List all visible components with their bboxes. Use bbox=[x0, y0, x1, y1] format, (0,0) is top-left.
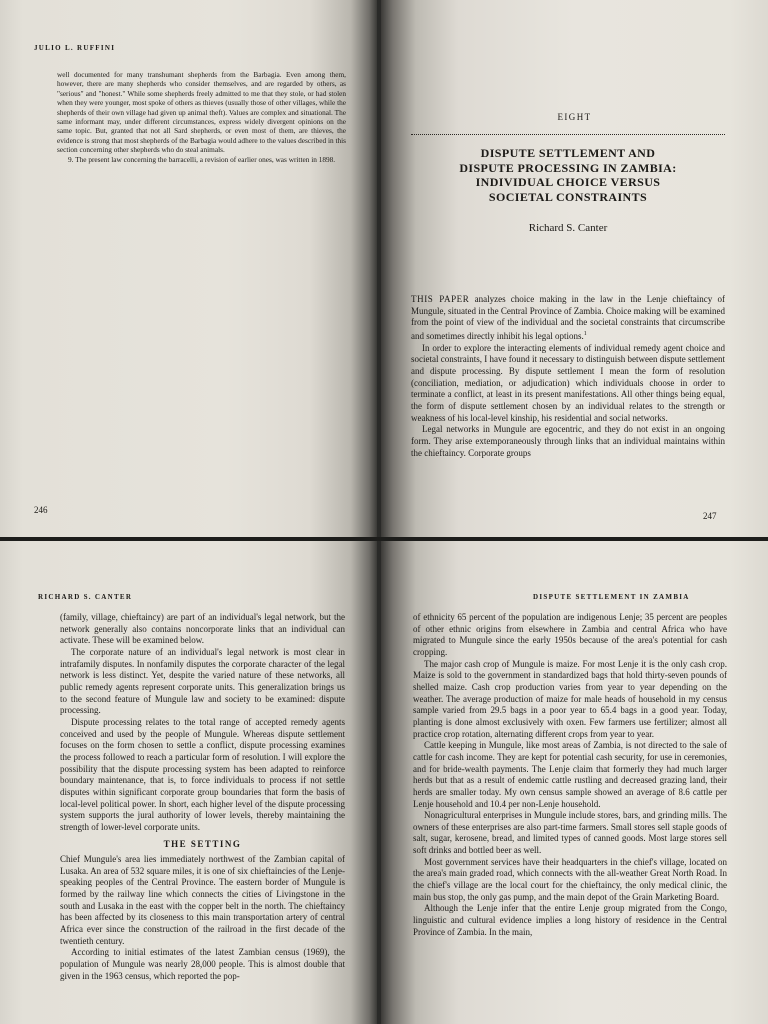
body-text bbox=[413, 612, 727, 938]
paragraph: Chief Mungule's area lies immediately northwest of the Zambian capital of Lusaka. An area of 532 square miles, it is one of six chieftaincies of the Lenje-speaking peoples of the Central Province. The eastern border of Mungule is formed by the railway line which connects the cities of Livingstone in the south and Lusaka in the east with the copper belt in the north. The chieftaincy has been affected by its closeness to this main transportation artery of central Africa ever since the construction of the railroad in the first decade of the twentieth century. bbox=[60, 854, 345, 946]
paragraph: of ethnicity 65 percent of the population are indigenous Lenje; 35 percent are peoples of other ethnic origins from elsewhere in Zambia and central Africa who have migrated to Mungule since the early 1950s because of the area's potential for cash cropping. bbox=[413, 612, 727, 657]
paragraph: Most government services have their headquarters in the chief's village, located on the area's main graded road, which connects with the all-weather Great North Road. In the chief's village are the local court for the chieftaincy, the only medical clinic, the main bus stop, the only gas pump, and the main depot of the Grain Marketing Board. bbox=[413, 856, 727, 902]
section-heading: THE SETTING bbox=[163, 839, 242, 850]
paragraph: (family, village, chieftaincy) are part of an individual's legal network, but the network generally also contains noncorporate links that an individual can activate. These will be examined below. bbox=[60, 612, 345, 646]
page-248 bbox=[0, 541, 377, 1024]
chapter-label: EIGHT bbox=[557, 112, 592, 122]
running-head: JULIO L. RUFFINI bbox=[34, 44, 116, 52]
paragraph: The corporate nature of an individual's legal network is most clear in intrafamily disputes. In nonfamily disputes the corporate character of the legal network is less distinct. Yet, despite the varied nature of these networks, all public remedy agents represent corporate units. This generalization brings us to the second feature of Mungule law and society to be examined: dispute processing. bbox=[60, 646, 345, 716]
title-line: SOCIETAL CONSTRAINTS bbox=[488, 189, 648, 204]
body-text bbox=[411, 294, 725, 459]
page-247 bbox=[381, 0, 768, 537]
title-line: DISPUTE SETTLEMENT AND bbox=[480, 146, 656, 160]
page-249 bbox=[381, 541, 768, 1024]
chapter-rule bbox=[411, 134, 725, 135]
page-246 bbox=[0, 0, 377, 537]
paragraph: Dispute processing relates to the total range of accepted remedy agents conceived and used by the people of Mungule. Whereas dispute settlement focuses on the form chosen to settle a conflict, dispute processing examines the process followed to reach a particular form of resolution. I will explore the possibility that the dispute processing system has been adapted to reinforce boundary maintenance, that is, to force individuals to process if not settle disputes within significant corporate group boundaries that form the basis of local-level political power. In short, each higher level of the dispute processing system supports the jural authority of lower levels, thereby maintaining the strength of lower-level corporate units. bbox=[60, 716, 345, 832]
paragraph: In order to explore the interacting elements of individual remedy agent choice and societal constraints, I have found it necessary to distinguish between dispute settlement and dispute processing. By dispute settlement I mean the form of resolution (conciliation, mediation, or adjudication) which individuals choose in order to terminate a conflict, at least in its present manifestations. All other things being equal, the form of dispute settlement chosen by an individual relates to the strength or weakness of his local-level kinship, his residential and social networks. bbox=[411, 342, 725, 423]
page-number: 247 bbox=[703, 511, 717, 521]
paragraph: Cattle keeping in Mungule, like most areas of Zambia, is not directed to the sale of cattle for cash income. They are kept for potential cash security, for use in ceremonies, and for bride-wealth payments. The Lenje claim that formerly they had much larger herds but that as a result of endemic cattle rustling and decreased grazing land, their herds are smaller today. My own census sample showed an average of 8.6 cattle per Lenje household and 10.4 per non-Lenje household. bbox=[413, 740, 727, 809]
paragraph: Legal networks in Mungule are egocentric, and they do not exist in an ongoing form. They arise extemporaneously through links that an individual maintains within the chieftaincy. Corporate groups bbox=[411, 424, 725, 458]
body-text bbox=[60, 612, 345, 982]
paragraph: The major cash crop of Mungule is maize. For most Lenje it is the only cash crop. Maize is sold to the government in standardized bags that hold thirty-seven pounds of shelled maize. Cash crop production varies from year to year depending on the weather. The average production of maize for male heads of household in my census sample varied from 29.5 bags in a poor year to 65.4 bags in a good year. Today, planting is done almost exclusively with oxen. Few farmers use fertilizer; almost all practice crop rotation, alternating different crops from year to year. bbox=[413, 658, 727, 739]
page-number: 246 bbox=[34, 505, 48, 515]
bottom-spread bbox=[0, 541, 768, 1024]
paragraph: According to initial estimates of the latest Zambian census (1969), the population of Mungule was nearly 28,000 people. This is almost double that given in the 1963 census, which reported the pop- bbox=[60, 947, 345, 981]
author-name: Richard S. Canter bbox=[528, 222, 608, 234]
paragraph: THIS PAPER analyzes choice making in the law in the Lenje chieftaincy of Mungule, situated in the Central Province of Zambia. Choice making will be examined from the point of view of the individual and the societal constraints that circumscribe and sometimes directly inhibit his legal options.$^1$ bbox=[411, 294, 725, 341]
running-head: RICHARD S. CANTER bbox=[38, 593, 133, 601]
chapter-title bbox=[411, 146, 725, 204]
paragraph: Nonagricultural enterprises in Mungule include stores, bars, and grinding mills. The owners of these enterprises are also part-time farmers. Small stores sell staple goods of salt, sugar, kerosene, bread, and limited types of canned goods. Most large stores sell soft drinks and bottled beer as well. bbox=[413, 810, 727, 856]
title-line: INDIVIDUAL CHOICE VERSUS bbox=[475, 175, 661, 189]
title-line: DISPUTE PROCESSING IN ZAMBIA: bbox=[459, 160, 677, 175]
footnote-marker: 1 bbox=[583, 330, 587, 337]
footnotes bbox=[57, 70, 346, 164]
paragraph: Although the Lenje infer that the entire Lenje group migrated from the Congo, linguistic and cultural evidence implies a long history of residence in the Central Province of Zambia. In the main, bbox=[413, 903, 727, 937]
footnote-9: 9. The present law concerning the barracelli, a revision of earlier ones, was written in 1898. bbox=[68, 154, 336, 164]
running-head: DISPUTE SETTLEMENT IN ZAMBIA bbox=[533, 593, 690, 601]
lead-in: THIS PAPER bbox=[411, 294, 470, 304]
footnote-8: well documented for many transhumant shepherds from the Barbagia. Even among them, however, there are many shepherds who consider themselves, and are regarded by others, as "serious" and "honest." While some shepherds freely admitted to me that they stole, or had stolen when they were younger, most spoke of others as thieves (usually those of other villages, while the shepherds of their own village had given up animal theft). Values are complex and situational. The same informant may, under different circumstances, express widely divergent opinions on the same topic. But, granted that not all Sard shepherds, or even most of them, are thieves, the evidence is strong that most shepherds of the Barbagia would adhere to the values described in this section concerning other shepherds who do steal animals. bbox=[57, 70, 346, 155]
